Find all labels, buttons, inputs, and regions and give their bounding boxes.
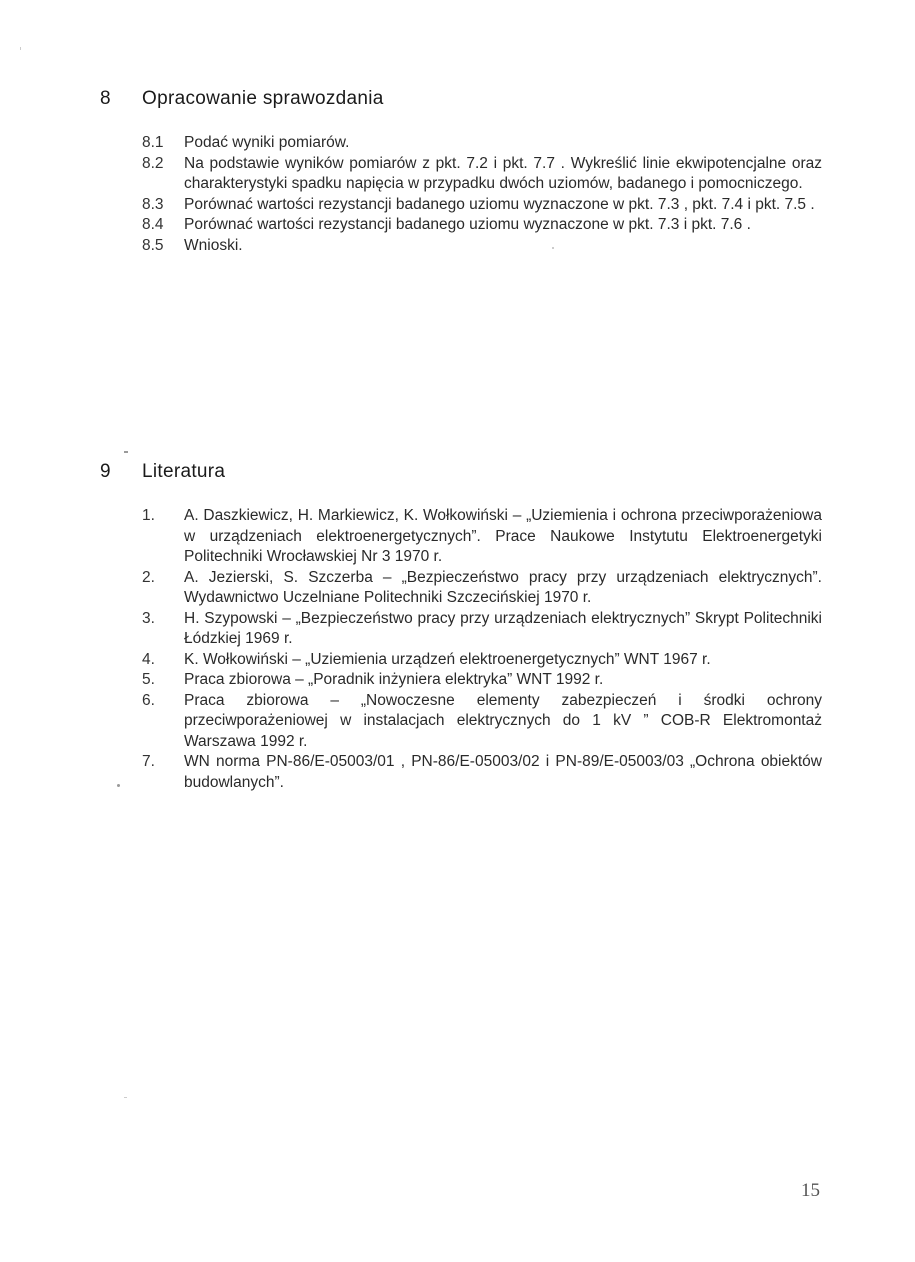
item-text: Porównać wartości rezystancji badanego uziomu wyznaczone w pkt. 7.3 , pkt. 7.4 i pkt. 7.5 . (184, 195, 815, 213)
item-number: 5. (142, 671, 155, 688)
item-number: 8.1 (142, 134, 164, 151)
item-number: 7. (142, 753, 155, 770)
section-heading-8 (100, 88, 384, 110)
item-text: Wnioski. (184, 236, 243, 254)
list-item (142, 195, 822, 216)
section-number: 8 (100, 88, 111, 109)
list-item (142, 691, 822, 753)
section-title: Literatura (142, 461, 226, 482)
scan-speck (20, 47, 21, 50)
item-text: A. Daszkiewicz, H. Markiewicz, K. Wołkowiński – „Uziemienia i ochrona przeciwporażeniowa w urządzeniach elektroenergetycznych”. Prace Naukowe Instytutu Elektroenergetyki Politechniki Wrocławskiej Nr 3 1970 r. (184, 507, 822, 565)
list-item (142, 650, 822, 671)
page-number: 15 (801, 1180, 820, 1201)
item-text: Porównać wartości rezystancji badanego uziomu wyznaczone w pkt. 7.3 i pkt. 7.6 . (184, 216, 751, 233)
scan-speck (552, 247, 554, 249)
item-text: WN norma PN-86/E-05003/01 , PN-86/E-05003/02 i PN-89/E-05003/03 „Ochrona obiektów budowlanych”. (184, 753, 822, 791)
section-title: Opracowanie sprawozdania (142, 88, 384, 109)
list-item (142, 506, 822, 568)
item-text: Podać wyniki pomiarów. (184, 134, 350, 151)
item-text: H. Szypowski – „Bezpieczeństwo pracy przy urządzeniach elektrycznych” Skrypt Politechniki Łódzkiej 1969 r. (184, 609, 822, 647)
item-number: 6. (142, 691, 155, 709)
item-number: 8.3 (142, 195, 164, 213)
section-number: 9 (100, 461, 111, 482)
list-item (142, 568, 822, 609)
item-text: Na podstawie wyników pomiarów z pkt. 7.2 i pkt. 7.7 . Wykreślić linie ekwipotencjalne oraz charakterystyki spadku napięcia w przypadku dwóch uziomów, badanego i pomocniczego. (184, 154, 822, 192)
item-number: 2. (142, 568, 155, 586)
section-heading-9 (100, 461, 225, 483)
list-item (142, 236, 822, 257)
item-text: Praca zbiorowa – „Poradnik inżyniera elektryka” WNT 1992 r. (184, 671, 604, 688)
item-text: A. Jezierski, S. Szczerba – „Bezpieczeństwo pracy przy urządzeniach elektrycznych”. Wydawnictwo Uczelniane Politechniki Szczecińskiej 1970 r. (184, 568, 822, 606)
bibliography-list (142, 506, 822, 793)
item-number: 8.5 (142, 236, 164, 254)
report-instructions-list (142, 133, 822, 256)
list-item (142, 154, 822, 195)
item-text: Praca zbiorowa – „Nowoczesne elementy zabezpieczeń i środki ochrony przeciwporażeniowej w instalacjach elektrycznych do 1 kV ” COB-R Elektromontaż Warszawa 1992 r. (184, 691, 822, 750)
item-number: 4. (142, 650, 155, 668)
scan-speck (124, 451, 128, 453)
list-item (142, 609, 822, 650)
list-item (142, 215, 822, 236)
item-number: 8.4 (142, 216, 164, 233)
item-text: K. Wołkowiński – „Uziemienia urządzeń elektroenergetycznych” WNT 1967 r. (184, 650, 711, 668)
list-item (142, 670, 822, 691)
item-number: 1. (142, 507, 155, 524)
item-number: 3. (142, 609, 155, 627)
list-item (142, 133, 822, 154)
scan-speck (117, 784, 120, 787)
scan-speck (124, 1097, 127, 1098)
list-item (142, 752, 822, 793)
item-number: 8.2 (142, 154, 164, 172)
